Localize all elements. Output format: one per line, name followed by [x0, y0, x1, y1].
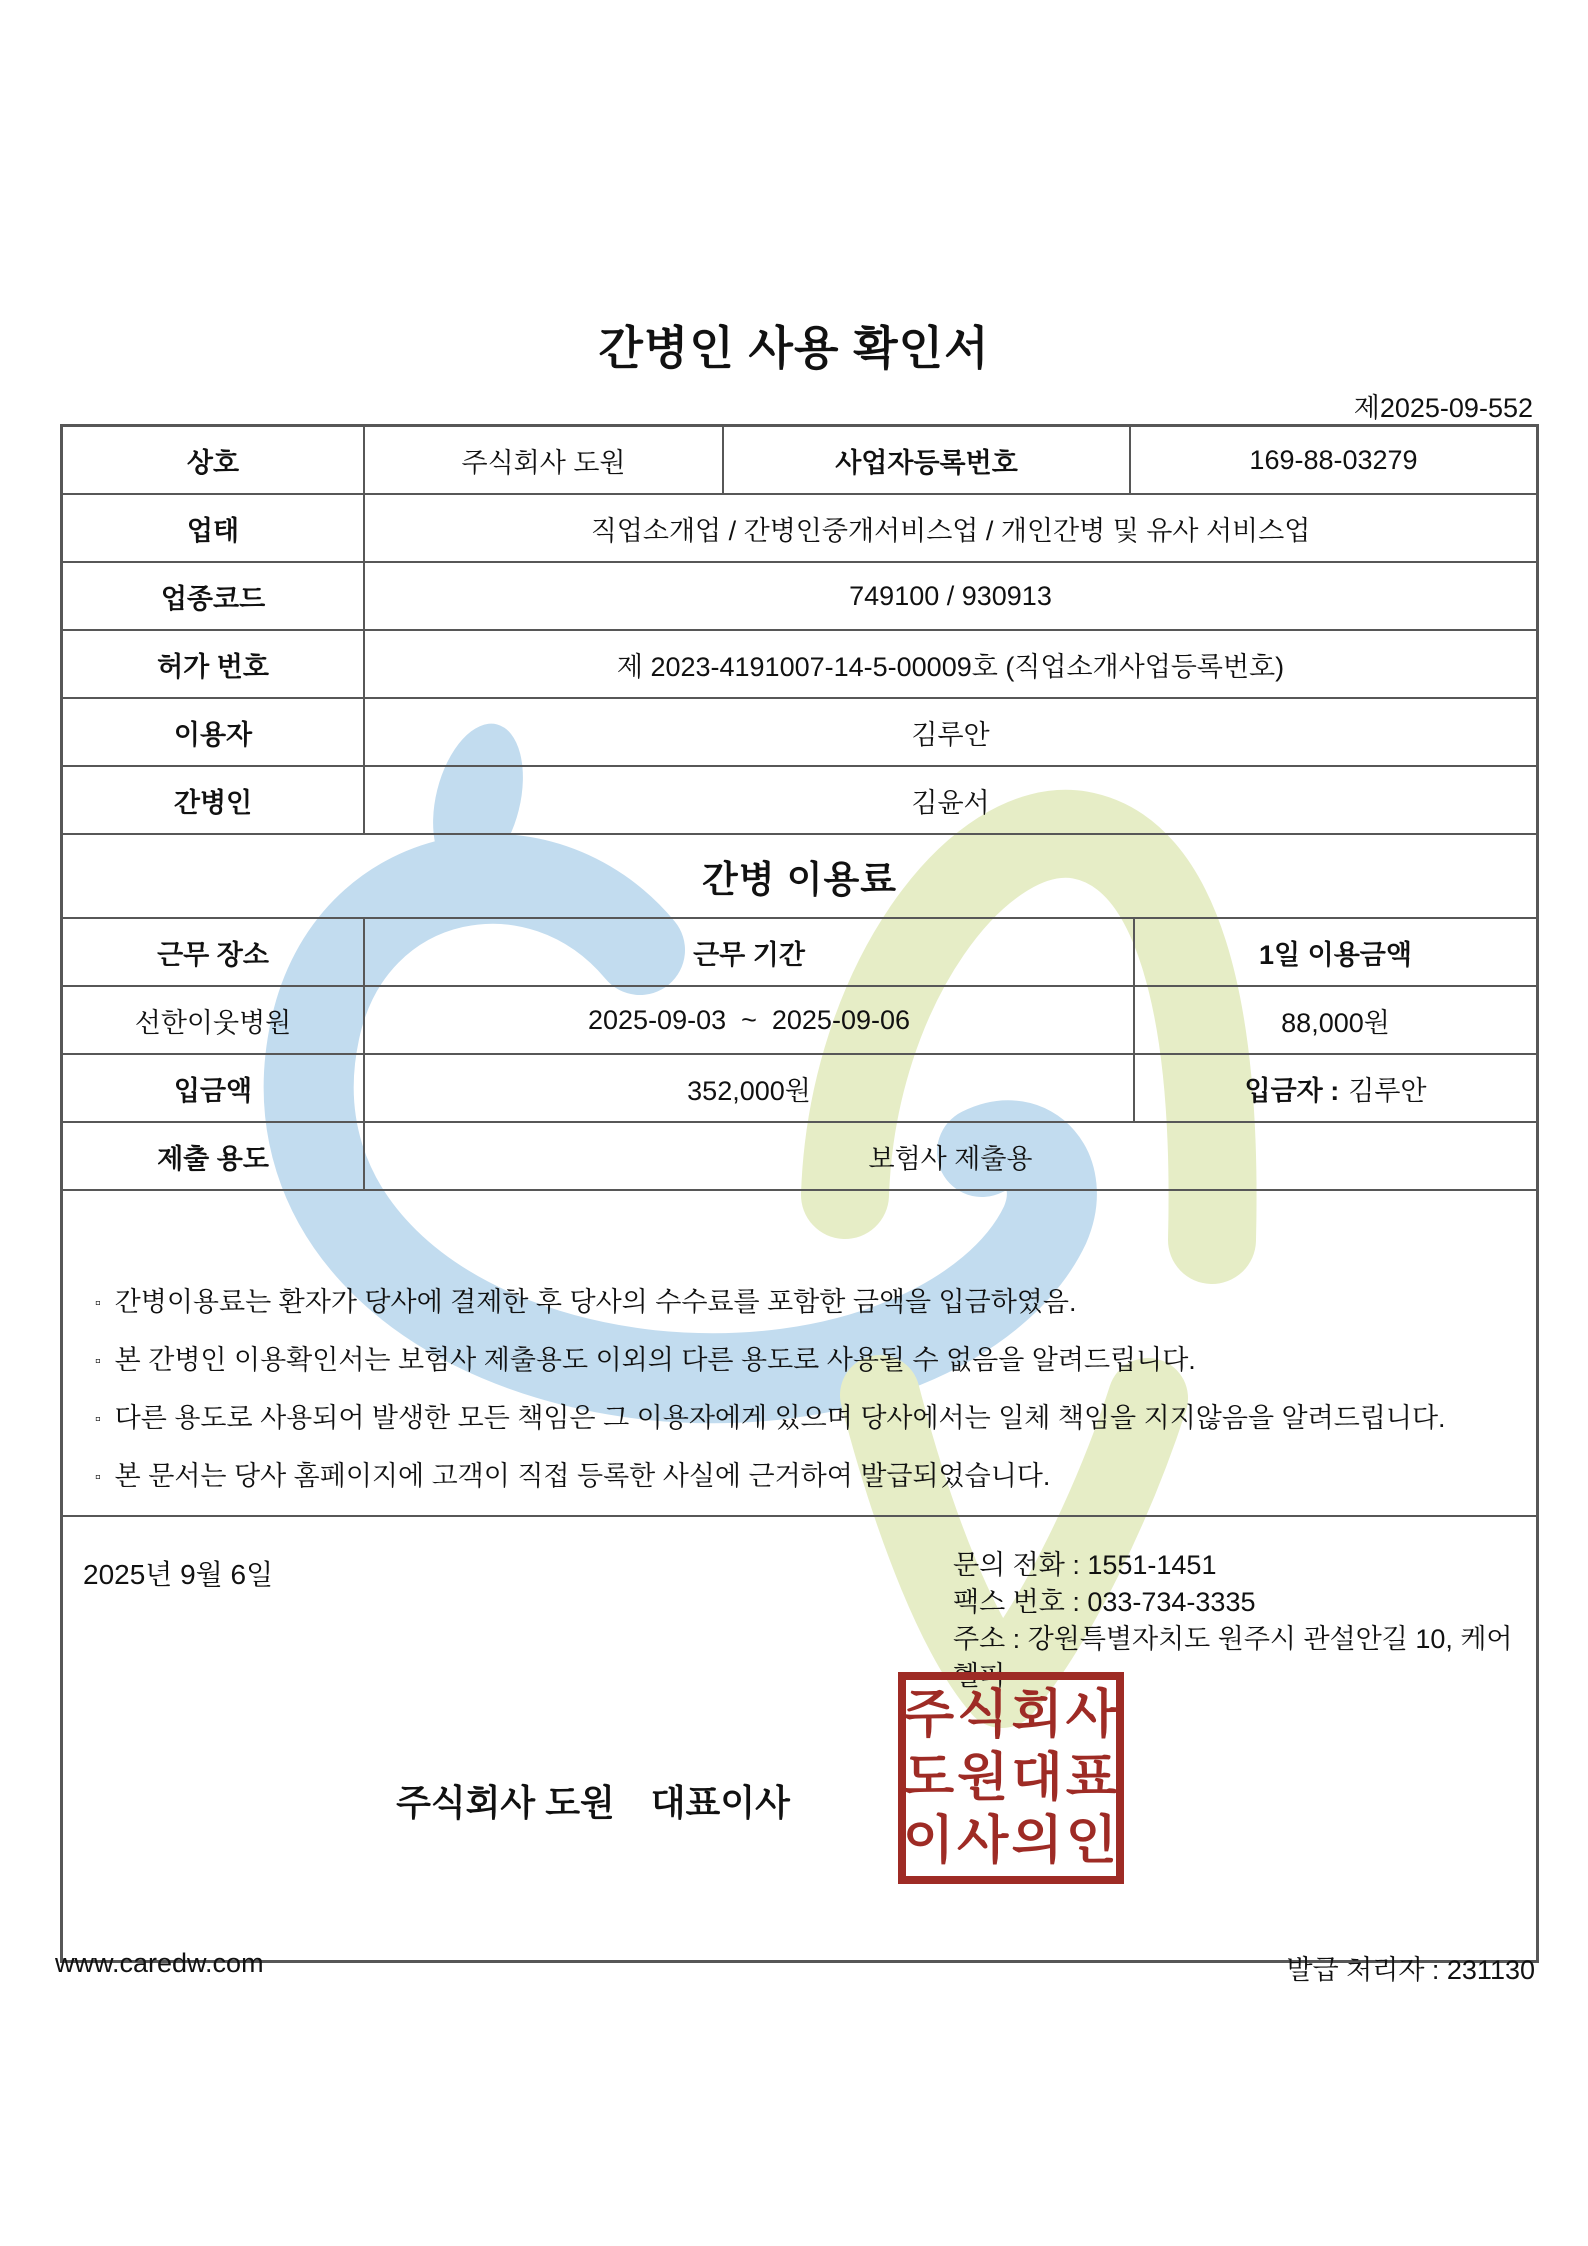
confirmation-table: [60, 424, 1539, 1963]
table-row-section-title: [63, 833, 1536, 917]
industry-code-value: 749100 / 930913: [363, 563, 1536, 629]
caregiver-label: 간병인: [173, 787, 253, 818]
notes-block: [63, 1191, 1536, 1515]
table-row-issue: [63, 1515, 1536, 1960]
business-type-label: 업태: [186, 515, 240, 546]
page-title: 간병인 사용 확인서: [598, 322, 990, 374]
purpose-label: 제출 용도: [157, 1143, 269, 1174]
table-row-company: [63, 427, 1536, 493]
company-signature-line: [313, 1775, 873, 1826]
table-row-fee-data: [63, 985, 1536, 1053]
ceo-label: 대표이사: [650, 1782, 790, 1823]
business-reg-no-label: 사업자등록번호: [722, 427, 1129, 493]
table-row-notes: [63, 1189, 1536, 1515]
table-row-purpose: [63, 1121, 1536, 1189]
caregiver-value: 김윤서: [363, 767, 1536, 833]
work-place-header: 근무 장소: [157, 939, 269, 970]
square-bullet-icon: ▫: [95, 1469, 101, 1486]
document-number: 제2025-09-552: [1353, 393, 1533, 423]
work-place-value: 선한이웃병원: [134, 1007, 292, 1038]
square-bullet-icon: ▫: [95, 1295, 101, 1312]
note-line: [95, 1461, 1496, 1493]
website-url: www.caredw.com: [55, 1948, 264, 1978]
square-bullet-icon: ▫: [95, 1411, 101, 1428]
company-label: 상호: [186, 447, 240, 478]
deposit-label: 입금액: [173, 1075, 253, 1106]
note-text: 본 간병인 이용확인서는 보험사 제출용도 이외의 다른 용도로 사용될 수 없음을 알려드립니다.: [114, 1345, 1196, 1375]
license-no-value: 제 2023-4191007-14-5-00009호 (직업소개사업등록번호): [363, 631, 1536, 697]
corporate-seal-stamp: [898, 1672, 1124, 1884]
work-period-value: 2025-09-03 ~ 2025-09-06: [363, 987, 1133, 1053]
depositor-name: 김루안: [1348, 1075, 1427, 1106]
seal-text-row: 주식회사: [902, 1686, 1120, 1745]
company-value: 주식회사 도원: [363, 427, 722, 493]
license-no-label: 허가 번호: [157, 651, 269, 682]
table-row-business-type: [63, 493, 1536, 561]
contact-fax: 팩스 번호 : 033-734-3335: [953, 1587, 1256, 1617]
contact-address: 주소 : 강원특별자치도 원주시 관설안길 10, 케어헬퍼: [953, 1624, 1513, 1691]
industry-code-label: 업종코드: [160, 583, 266, 614]
table-row-fee-header: [63, 917, 1536, 985]
table-row-caregiver: [63, 765, 1536, 833]
note-line: [95, 1287, 1496, 1319]
table-row-deposit: [63, 1053, 1536, 1121]
purpose-value: 보험사 제출용: [363, 1123, 1536, 1189]
business-type-value: 직업소개업 / 간병인중개서비스업 / 개인간병 및 유사 서비스업: [363, 495, 1536, 561]
section-title-care-fee: 간병 이용료: [702, 859, 897, 900]
seal-text-row: 이사의인: [902, 1811, 1120, 1870]
note-text: 간병이용료는 환자가 당사에 결제한 후 당사의 수수료를 포함한 금액을 입금하였음.: [114, 1287, 1077, 1317]
issue-date: 2025년 9월 6일: [83, 1559, 274, 1590]
note-text: 다른 용도로 사용되어 발생한 모든 책임은 그 이용자에게 있으며 당사에서는 일체 책임을 지지않음을 알려드립니다.: [114, 1403, 1446, 1433]
contact-phone: 문의 전화 : 1551-1451: [953, 1550, 1217, 1580]
depositor-label: 입금자 :: [1244, 1075, 1340, 1106]
issuer-id: 발급 처리자 : 231130: [1286, 1955, 1535, 1985]
page-footer: [55, 1948, 1535, 1987]
note-line: [95, 1345, 1496, 1377]
deposit-value: 352,000원: [363, 1055, 1133, 1121]
table-row-license-no: [63, 629, 1536, 697]
square-bullet-icon: ▫: [95, 1353, 101, 1370]
depositor-cell: [1133, 1055, 1536, 1121]
business-reg-no-value: 169-88-03279: [1129, 427, 1536, 493]
note-line: [95, 1403, 1496, 1435]
issue-block: [63, 1517, 1536, 1960]
daily-fee-header: 1일 이용금액: [1133, 919, 1536, 985]
table-row-industry-code: [63, 561, 1536, 629]
daily-fee-value: 88,000원: [1133, 987, 1536, 1053]
table-row-user: [63, 697, 1536, 765]
company-name: 주식회사 도원: [396, 1782, 615, 1823]
work-period-header: 근무 기간: [363, 919, 1133, 985]
seal-text-row: 도원대표: [902, 1748, 1120, 1807]
user-label: 이용자: [173, 719, 253, 750]
note-text: 본 문서는 당사 홈페이지에 고객이 직접 등록한 사실에 근거하여 발급되었습니다.: [114, 1461, 1051, 1491]
user-value: 김루안: [363, 699, 1536, 765]
